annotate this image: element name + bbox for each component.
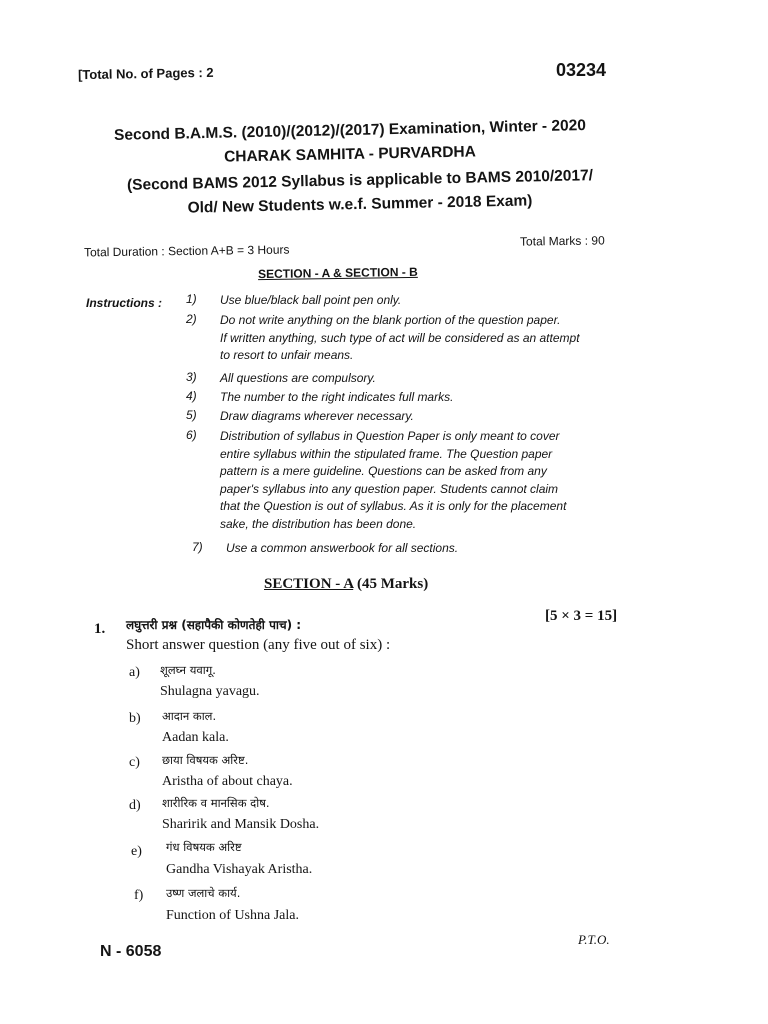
subquestion-hindi: आदान काल.: [162, 709, 217, 723]
instruction-number: 6): [186, 428, 197, 442]
question-number: 1.: [94, 621, 106, 637]
subquestion-english: Sharirik and Mansik Dosha.: [162, 817, 320, 832]
instruction-number: 1): [186, 292, 197, 306]
subquestion-english: Aadan kala.: [162, 730, 229, 745]
subquestion-letter: c): [129, 755, 140, 770]
subquestion-letter: a): [129, 665, 140, 680]
syllabus-note-line2: Old/ New Students w.e.f. Summer - 2018 Exam): [187, 192, 533, 217]
sections-heading: SECTION - A & SECTION - B: [257, 264, 418, 282]
subquestion-letter: e): [131, 844, 142, 859]
instruction-text: The number to the right indicates full marks.: [220, 390, 454, 404]
instruction-text: Use blue/black ball point pen only.: [220, 293, 402, 307]
section-a-marks: (45 Marks): [356, 576, 429, 592]
syllabus-note-line1: (Second BAMS 2012 Syllabus is applicable to BAMS 2010/2017/: [126, 167, 594, 194]
section-a-title: SECTION - A: [264, 576, 354, 592]
subquestion-letter: b): [129, 711, 141, 726]
instruction-text: Draw diagrams wherever necessary.: [220, 409, 414, 423]
question-hindi: लघुत्तरी प्रश्न (सहापैकी कोणतेही पाच) :: [126, 618, 302, 632]
instruction-number: 3): [186, 370, 197, 384]
instructions-label: Instructions :: [86, 296, 163, 310]
subquestion-letter: d): [129, 798, 141, 813]
subquestion-hindi: उष्ण जलाचे कार्य.: [166, 886, 241, 900]
subquestion-hindi: गंध विषयक अरिष्ट: [166, 840, 242, 854]
instruction-text: All questions are compulsory.: [220, 371, 376, 385]
instruction-number: 4): [186, 389, 197, 403]
instruction-text: Distribution of syllabus in Question Paper is only meant to cover entire syllabus within the stipulated frame. The Question paper pattern is a mere guideline. Questions can be asked from any paper's syllabus into any question paper. Students cannot claim that the Question is out of syllabus. As it is only for the placement sake, the distribution has been done.: [220, 429, 567, 531]
subquestion-english: Shulagna yavagu.: [160, 684, 260, 699]
subquestion-hindi: शूलघ्न यवागू.: [160, 663, 216, 677]
subquestion-english: Function of Ushna Jala.: [166, 908, 299, 923]
total-pages-label: [Total No. of Pages : 2: [77, 64, 214, 83]
subquestion-letter: f): [134, 888, 144, 903]
exam-title: Second B.A.M.S. (2010)/(2012)/(2017) Examination, Winter - 2020: [113, 117, 587, 144]
instruction-text: Do not write anything on the blank portion of the question paper. If written anything, such type of act will be considered as an attempt to resort to unfair means.: [220, 313, 580, 362]
instruction-text: Use a common answerbook for all sections.: [226, 541, 459, 555]
subquestion-english: Gandha Vishayak Aristha.: [166, 862, 313, 877]
footer-code: N - 6058: [100, 943, 162, 960]
subquestion-hindi: छाया विषयक अरिष्ट.: [162, 753, 249, 767]
paper-code: 03234: [556, 60, 607, 80]
pto-label: P.T.O.: [578, 932, 610, 947]
subject-title: CHARAK SAMHITA - PURVARDHA: [223, 143, 476, 166]
instruction-number: 5): [186, 408, 197, 422]
subquestion-english: Aristha of about chaya.: [162, 774, 293, 789]
instruction-number: 2): [186, 312, 197, 326]
question-marks: [5 × 3 = 15]: [545, 608, 618, 624]
total-marks: Total Marks : 90: [519, 233, 605, 249]
subquestion-hindi: शारीरिक व मानसिक दोष.: [162, 796, 270, 810]
section-a-heading: [264, 576, 428, 593]
total-duration: Total Duration : Section A+B = 3 Hours: [83, 242, 290, 260]
question-english: Short answer question (any five out of six) :: [126, 637, 391, 653]
instruction-number: 7): [192, 540, 203, 554]
